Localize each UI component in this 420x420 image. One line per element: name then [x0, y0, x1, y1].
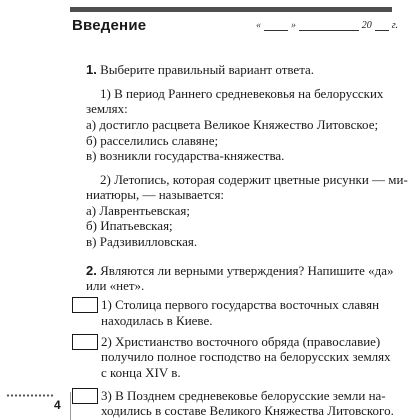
question-1-number: 1.: [86, 62, 97, 77]
statement-3-line2: ходились в составе Великого Княжества Литовского.: [101, 403, 394, 418]
question-2: [86, 263, 393, 279]
q1-sub1-option-a[interactable]: а) достигло расцвета Великое Княжество Литовское;: [86, 117, 379, 132]
answer-box-3[interactable]: [72, 388, 98, 404]
question-1: [86, 62, 314, 78]
q1-sub1-line2: землях:: [86, 101, 128, 116]
q1-sub2-option-c[interactable]: в) Радзивилловская.: [86, 234, 198, 249]
side-rule: [70, 392, 71, 420]
statement-3-line1: 3) В Позднем средневековье белорусские земли на-: [101, 388, 386, 403]
question-1-instruction: Выберите правильный вариант ответа.: [100, 62, 315, 77]
month-blank[interactable]: [299, 21, 359, 31]
statement-2-line1: 2) Христианство восточного обряда (православие): [101, 334, 381, 349]
question-2-instruction-line2: или «нет».: [86, 278, 145, 293]
statement-2-line2: получило полное господство на белорусских землях: [101, 349, 391, 364]
question-2-number: 2.: [86, 263, 97, 278]
day-blank[interactable]: [264, 21, 288, 31]
header-rule: [70, 7, 392, 12]
date-field: [256, 20, 398, 31]
q1-sub1-line1: 1) В период Раннего средневековья на белорусских: [100, 86, 384, 101]
answer-box-2[interactable]: [72, 334, 98, 350]
section-title: Введение: [72, 17, 147, 34]
page-number: 4: [54, 398, 61, 412]
q1-sub2-option-a[interactable]: а) Лаврентьевская;: [86, 203, 190, 218]
year-prefix: 20: [361, 20, 372, 31]
q1-sub2-line1: 2) Летопись, которая содержит цветные рисунки — ми-: [100, 172, 408, 187]
q1-sub1-option-c[interactable]: в) возникли государства-княжества.: [86, 148, 285, 163]
year-suffix: г.: [391, 20, 398, 31]
date-close-quote: »: [290, 20, 296, 31]
q1-sub1-option-b[interactable]: б) расселились славяне;: [86, 133, 219, 148]
q1-sub2-line2: ниатюры, — называется:: [86, 187, 225, 202]
statement-2-line3: с конца XIV в.: [101, 365, 181, 380]
q1-sub2-option-b[interactable]: б) Ипатьевская;: [86, 218, 173, 233]
date-open-quote: «: [256, 20, 261, 31]
statement-1-line2: находилась в Киеве.: [101, 313, 213, 328]
year-blank[interactable]: [375, 21, 389, 31]
corner-decoration: [6, 393, 54, 398]
answer-box-1[interactable]: [72, 297, 98, 313]
statement-1-line1: 1) Столица первого государства восточных славян: [101, 297, 380, 312]
question-2-instruction-line1: Являются ли верными утверждения? Напишите «да»: [100, 263, 394, 278]
